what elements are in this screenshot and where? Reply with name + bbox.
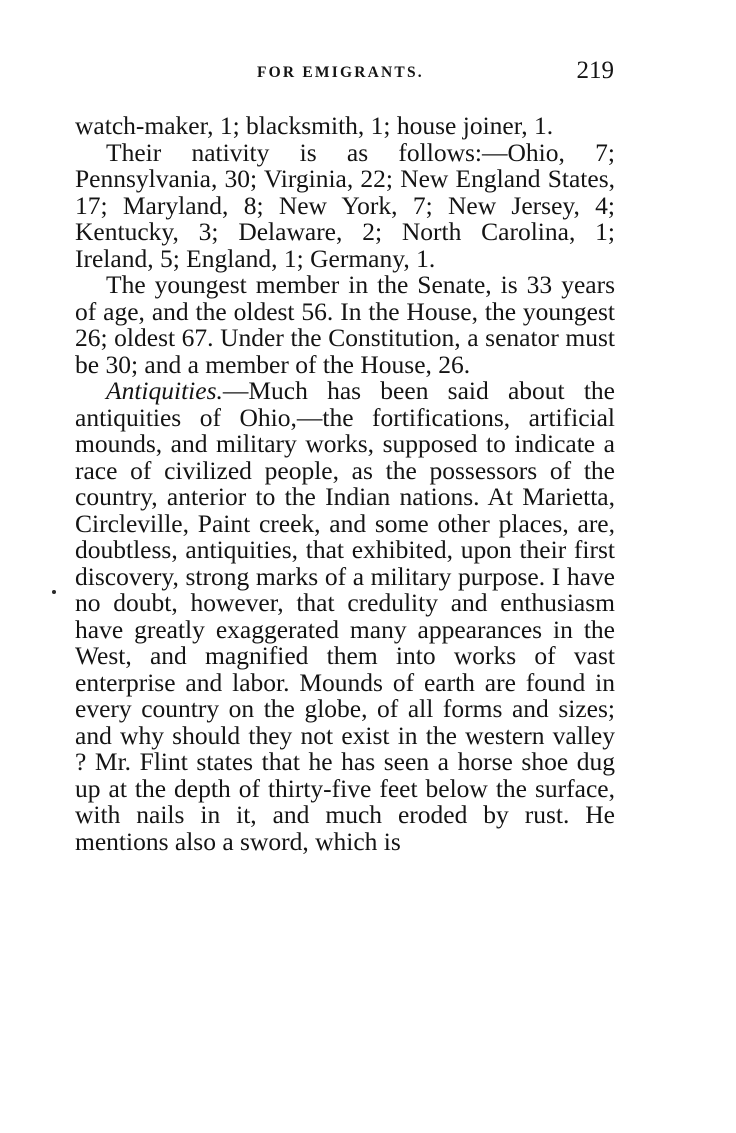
- section-heading-antiquities: Antiquities.: [106, 376, 223, 405]
- paragraph-antiquities: [75, 378, 615, 855]
- margin-ink-dot: [52, 590, 56, 594]
- page-number: 219: [576, 57, 614, 84]
- paragraph-ages: The youngest member in the Senate, is 33 years of age, and the oldest 56. In the House, the youngest 26; oldest 67. Under the Constitution, a senator must be 30; and a member of the House, 26.: [75, 270, 615, 379]
- paragraph-continuation: watch-maker, 1; blacksmith, 1; house joiner, 1.: [75, 111, 554, 140]
- paragraph-antiquities-text: —Much has been said about the antiquities of Ohio,—the fortifications, artificial mounds, and military works, supposed to indicate a race of civilized people, as the possessors of the country, anterior to the Indian nations. At Marietta, Circleville, Paint creek, and some other places, are, doubtless, antiquities, that exhibited, upon their first discovery, strong marks of a military purpose. I have no doubt, however, that credulity and enthusiasm have greatly exaggerated many appearances in the West, and magnified them into works of vast enterprise and labor. Mounds of earth are found in every country on the globe, of all forms and sizes; and why should they not exist in the western valley ? Mr. Flint states that he has seen a horse shoe dug up at the depth of thirty-five feet below the surface, with nails in it, and much eroded by rust. He mentions also a sword, which is: [75, 376, 615, 856]
- paragraph-nativity: Their nativity is as follows:—Ohio, 7; Pennsylvania, 30; Virginia, 22; New England States, 17; Maryland, 8; New York, 7; New Jersey, 4; Kentucky, 3; Delaware, 2; North Carolina, 1; Ireland, 5; England, 1; Germany, 1.: [75, 137, 615, 273]
- body-text-block: [75, 113, 615, 855]
- running-head: [77, 57, 614, 91]
- running-title: FOR EMIGRANTS.: [257, 64, 424, 81]
